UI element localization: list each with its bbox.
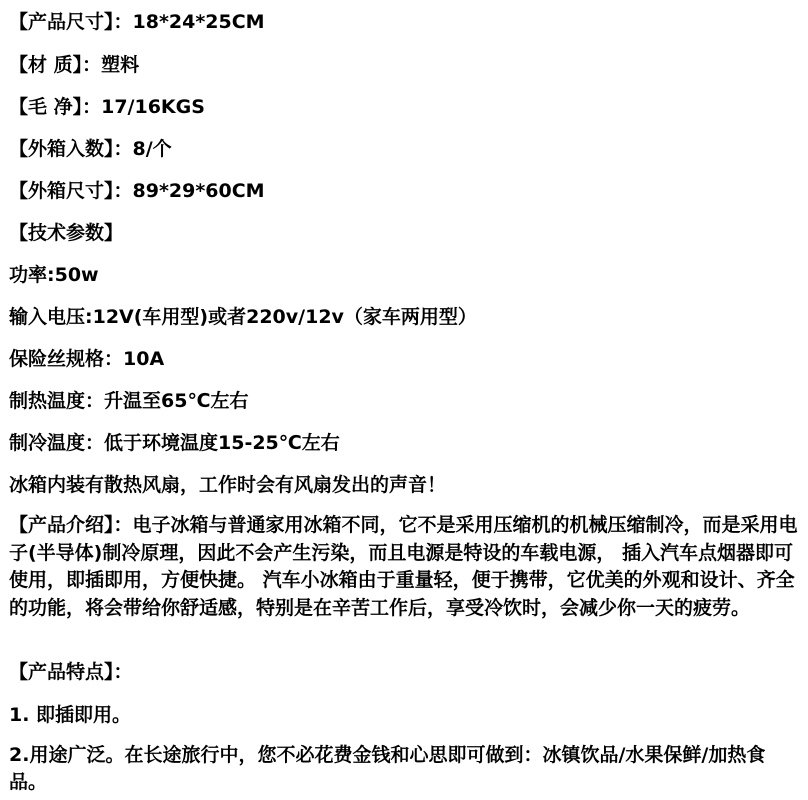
carton-quantity-line: 【外箱入数】：8/个 [9, 138, 172, 160]
voltage-line: 输入电压:12V(车用型)或者220v/12v（家车两用型） [9, 306, 477, 328]
carton-size-line: 【外箱尺寸】：89*29*60CM [9, 180, 265, 202]
weight-line: 【毛 净】：17/16KGS [9, 96, 205, 118]
feature-item-1: 1. 即插即用。 [9, 704, 132, 726]
heating-temp-line: 制热温度：升温至65℃左右 [9, 390, 249, 412]
tech-params-header: 【技术参数】 [9, 222, 124, 244]
cooling-temp-line: 制冷温度：低于环境温度15-25℃左右 [9, 432, 340, 454]
product-intro-paragraph: 【产品介绍】：电子冰箱与普通家用冰箱不同，它不是采用压缩机的机械压缩制冷，而是采用电子(半导体)制冷原理，因此不会产生污染，而且电源是特设的车载电源， 插入汽车点烟器即可使用，即插即用，方便快捷。 汽车小冰箱由于重量轻，便于携带，它优美的外观和设计、齐全的功能，将会带给你舒适感，特别是在辛苦工作后，享受冷饮时，会减少你一天的疲劳。 [9, 514, 798, 619]
feature-item-2: 2.用途广泛。在长途旅行中，您不必花费金钱和心思即可做到：冰镇饮品/水果保鲜/加热食品。 [9, 744, 766, 793]
product-size-line: 【产品尺寸】：18*24*25CM [9, 11, 265, 33]
fuse-line: 保险丝规格：10A [9, 348, 165, 370]
fan-note-line: 冰箱内装有散热风扇，工作时会有风扇发出的声音！ [9, 474, 447, 496]
power-line: 功率:50w [9, 264, 99, 286]
material-line: 【材 质】：塑料 [9, 54, 140, 76]
features-header: 【产品特点】： [9, 661, 133, 683]
